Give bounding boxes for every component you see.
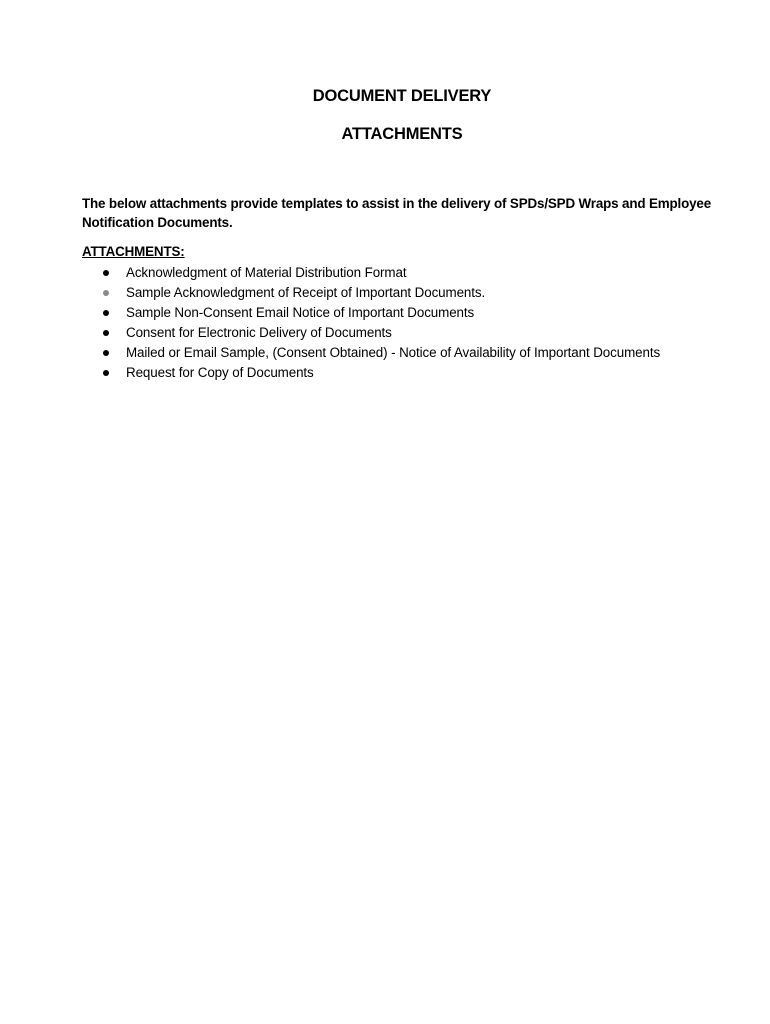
bullet-icon (103, 350, 109, 356)
bullet-icon (103, 290, 109, 296)
list-item-text: Mailed or Email Sample, (Consent Obtained) - Notice of Availability of Important Documents (126, 345, 661, 360)
list-item-text: Request for Copy of Documents (126, 365, 314, 380)
document-title: DOCUMENT DELIVERY (312, 87, 492, 105)
list-item-text: Acknowledgment of Material Distribution Format (126, 265, 407, 280)
list-item-text: Sample Non-Consent Email Notice of Important Documents (126, 305, 475, 320)
bullet-icon (103, 330, 109, 336)
bullet-icon (103, 310, 109, 316)
intro-paragraph: The below attachments provide templates to assist in the delivery of SPDs/SPD Wraps and Employee Notification Documents. (82, 196, 712, 230)
attachments-heading: ATTACHMENTS: (82, 244, 185, 259)
list-item-text: Sample Acknowledgment of Receipt of Important Documents. (126, 285, 486, 300)
list-item-text: Consent for Electronic Delivery of Documents (126, 325, 392, 340)
bullet-icon (103, 370, 109, 376)
bullet-icon (103, 270, 109, 276)
document-subtitle: ATTACHMENTS (341, 125, 463, 143)
